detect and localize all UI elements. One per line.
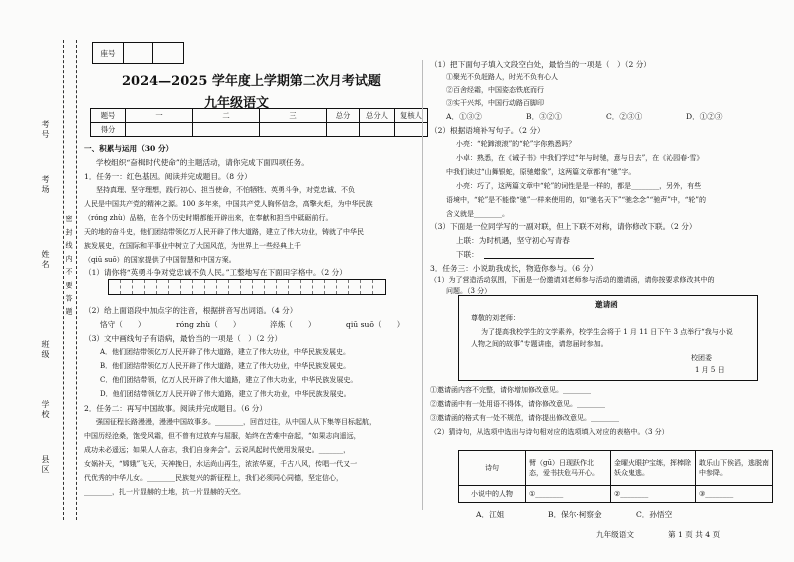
question-1-1: （1）请你将“英勇斗争对党忠诚不负人民。”工整地写在下面田字格中。（2 分）	[84, 268, 347, 277]
fix-item: ①邀请函内容不完整，请你增加修改意见。________	[430, 386, 591, 394]
option-c[interactable]: C．他们团结带领，亿万人民开辟了伟大道路，建立了伟大功业，中华民族发展史。	[100, 376, 358, 384]
seat-cell[interactable]	[153, 43, 184, 64]
dialog-line: 语境中，“轮”是不能像“驰”一样来使用的，如“驰名天下”“驰念念”“驰声”中，“轮”的	[446, 196, 706, 204]
score-cell[interactable]	[193, 123, 260, 137]
grid-cell[interactable]	[133, 280, 145, 294]
option-a[interactable]: A．①③②	[446, 112, 482, 121]
grid-cell[interactable]	[253, 280, 265, 294]
task3-intro: 问题。（3 分）	[446, 287, 492, 295]
passage2-line: 代优秀的中华儿女。________民族复兴的新征程上，我们必须同心同德，坚定信心，	[84, 474, 343, 482]
activity-intro: 学校组织“奋楫时代使命”的主题活动，请你完成下面四项任务。	[96, 158, 309, 167]
grid-cell[interactable]	[241, 280, 253, 294]
grid-cell[interactable]	[109, 280, 121, 294]
dialog-line: 中我们读过“山舞银蛇，原驰蜡象”，这两篇文章都有“驰”字。	[446, 168, 636, 176]
grid-cell[interactable]	[169, 280, 181, 294]
dialog-line: 小亮：“轮蹄滚滚”的“轮”字你熟悉吗？	[456, 140, 576, 148]
poem-cell: 敢乐山下俟滔，逃脱南中参降。	[696, 451, 773, 486]
exam-title: 2024—2025 学年度上学期第二次月考试题	[122, 74, 381, 89]
grid-cell[interactable]	[193, 280, 205, 294]
exam-subtitle: 九年级语文	[204, 96, 270, 111]
option-a[interactable]: A．他们团结带领亿万人民开辟了伟大道路，建立了伟大功业，中华民族发展史。	[100, 348, 351, 356]
side-label-kaochang: 考场	[41, 175, 50, 195]
option-b[interactable]: B．他们团结带领亿万人民开辟了伟大道路，建立了伟大功业，中华民族发展史。	[100, 362, 351, 370]
seal-instruction: 密 封 线 内 不 要 答 题	[65, 215, 73, 317]
poem-cell: 金曜火眼护宝练，挥棒除妖众鬼逃。	[611, 451, 696, 486]
sentence-item: ①聚光不负赶路人，时光不负有心人	[446, 73, 558, 81]
grid-cell[interactable]	[349, 280, 361, 294]
option-a[interactable]: A．江姐	[476, 510, 505, 519]
pinyin-item: 淬炼（ ）	[270, 320, 316, 329]
question-2-2: （2）根据语境补写句子。（2 分）	[430, 126, 545, 135]
score-header: 总分人	[360, 109, 395, 123]
grid-cell[interactable]	[157, 280, 169, 294]
option-d[interactable]: D．①②③	[686, 112, 723, 121]
answer-cell[interactable]: ③________	[696, 486, 773, 503]
grid-cell[interactable]	[301, 280, 313, 294]
grid-cell[interactable]	[229, 280, 241, 294]
score-cell[interactable]	[360, 123, 395, 137]
side-label-county: 县区	[41, 455, 50, 475]
grid-cell[interactable]	[337, 280, 349, 294]
table-row-head: 诗句	[459, 451, 526, 486]
score-header: 复核人	[395, 109, 428, 123]
dialog-line: 含义就是________。	[446, 210, 509, 218]
passage2-line: 中国历经沧桑，饱受风霜，但不曾有过放弃与屈服，始终在苦难中奋起，“如果志向遥远，	[84, 432, 361, 440]
sentence-item: ③实干兴邦，中国行动路百脚印	[446, 99, 544, 107]
score-cell[interactable]	[327, 123, 360, 137]
invitation-sign: 校团委	[691, 354, 712, 362]
invitation-body: 为了提高我校学生的文学素养，校学生会将于 1 月 11 日下午 3 点举行“我与小说	[481, 328, 733, 336]
option-c[interactable]: C．孙悟空	[636, 510, 673, 519]
side-label-kaohao: 考号	[41, 120, 50, 140]
option-b[interactable]: B．保尔·柯察金	[548, 510, 602, 519]
question-2-3: （3）下面是一位同学写的一副对联，但上下联不对称，请你修改下联。（2 分）	[430, 222, 697, 231]
column-divider	[422, 60, 423, 510]
passage2-line: 强国征程长路漫漫，漫漫中国故事多。________，回首过往，从中国人从下集等目标起航，	[96, 418, 376, 426]
score-cell[interactable]	[126, 123, 193, 137]
score-header: 三	[260, 109, 327, 123]
couplet-upper: 上联：为时机遇，坚守初心写青春	[456, 236, 570, 245]
passage1-line: 人民是中国共产党的精神之源。100 多年来，中国共产党人胸怀信念，高擎火炬，为中华民族	[84, 200, 373, 208]
seal-line	[76, 40, 77, 520]
grid-cell[interactable]	[313, 280, 325, 294]
task3-intro: （1）为了营造活动氛围，下面是一份邀请刘老师参与活动的邀请函，请你按要求修改其中的	[430, 276, 715, 284]
couplet-lower-label: 下联：	[456, 250, 479, 259]
fix-item: ②邀请函中有一处用语不得体，请你修改意见。________	[430, 400, 605, 408]
writing-grid[interactable]	[108, 279, 386, 295]
grid-cell[interactable]	[121, 280, 133, 294]
footer-page: 第 1 页 共 4 页	[668, 530, 721, 539]
grid-cell[interactable]	[361, 280, 373, 294]
invitation-date: 1 月 5 日	[695, 366, 725, 374]
fix-item: ③邀请函的格式有一处不规范，请你提出修改意见。________	[430, 414, 619, 422]
passage1-line: 坚持真理、坚守理想，践行初心、担当使命，不怕牺牲、英勇斗争，对党忠诚、不负	[96, 186, 355, 194]
grid-cell[interactable]	[145, 280, 157, 294]
grid-cell[interactable]	[217, 280, 229, 294]
passage1-line: （qiū suō）的国家提供了中国智慧和中国方案。	[84, 256, 236, 264]
side-label-school: 学校	[41, 400, 50, 420]
grid-cell[interactable]	[205, 280, 217, 294]
poem-cell: 臂（gū）日现跃作北态，爱书扶危马开心。	[526, 451, 611, 486]
pinyin-item: 恪守（ ）	[100, 320, 146, 329]
passage2-line: 成功未必遥远；如果人人奋志，我们自身奔会”。云说风起时代使用发展史。_______，	[84, 446, 351, 454]
score-cell[interactable]	[260, 123, 327, 137]
passage2-line: ________，扎一片显赫的土地，抗一片显赫的天空。	[84, 488, 245, 496]
pinyin-item: qiū suō（ ）	[346, 320, 405, 329]
grid-cell[interactable]	[373, 280, 385, 294]
grid-cell[interactable]	[181, 280, 193, 294]
passage1-line: 族发展史，在国际和平事业中树立了大国风范，为世界上一些经典上千	[84, 242, 301, 250]
task3-heading: 3．任务三：小说助我成长，物造你参与。（6 分）	[430, 264, 598, 273]
passage1-line: （róng zhù）品格，在各个历史时期都能开辟出来，在奉献和担当中砥砺前行。	[84, 214, 333, 222]
score-table	[90, 108, 428, 137]
seat-label: 座号	[93, 43, 124, 64]
grid-cell[interactable]	[265, 280, 277, 294]
grid-cell[interactable]	[289, 280, 301, 294]
score-row-label: 得分	[91, 123, 126, 137]
sentence-item: ②百舍经霜，中国姿态铁底而行	[446, 86, 544, 94]
couplet-answer-line[interactable]	[484, 258, 594, 259]
question-1-2: （2）给上面语段中加点字的注音，根据拼音写出词语。（4 分）	[84, 306, 298, 315]
table-row-head: 小说中的人物	[459, 486, 526, 503]
side-label-class: 班级	[41, 340, 50, 360]
task1-heading: 1．任务一：红色基因。阅读并完成题目。（8 分）	[84, 172, 252, 181]
invitation-greeting: 尊敬的刘老师：	[471, 314, 520, 322]
question-1-3: （3）文中画线句子有语病，最恰当的一项是（ ）（2 分）	[84, 334, 283, 343]
option-d[interactable]: D．他们团结带领亿万人民开辟了伟大道路，建立了伟大功业，中华民族发展史。	[100, 390, 351, 398]
question-2-1: （1）把下面句子填入文段空白处，最恰当的一项是（ ）（2 分）	[430, 60, 651, 69]
answer-cell[interactable]: ②________	[611, 486, 696, 503]
question-3-2: （2）猜诗句，从选项中选出与诗句相对应的选项填入对应的表格中。（3 分）	[430, 428, 669, 436]
passage2-line: 女娲补天，“嫦娥”飞天，天神挽日，水运尚山再生，浓浓华夏，千古八风，传唱一代又一	[84, 460, 358, 468]
dialog-line: 小亮：巧了，这两篇文章中“轮”的词性是是一样的，都是________，另外，有些	[456, 182, 702, 190]
option-c[interactable]: C．②③①	[606, 112, 643, 121]
side-label-name: 姓名	[41, 250, 50, 270]
seat-number-box	[92, 42, 184, 64]
invitation-heading: 邀请函	[595, 300, 618, 309]
score-header: 一	[126, 109, 193, 123]
passage1-line: 天的地的奋斗史，他们团结带领亿万人民开辟了伟大道路，建立了伟大功业，铸就了中华民	[84, 228, 364, 236]
invitation-letter	[458, 295, 758, 381]
footer-subject: 九年级语文	[596, 530, 634, 539]
dialog-line: 小卓：熟悉，在《诫子书》中我们学过“年与时驰，意与日去”，在《沁园春·雪》	[456, 154, 704, 162]
seat-cell[interactable]	[124, 43, 153, 64]
score-header: 总分	[327, 109, 360, 123]
poem-character-table	[458, 450, 773, 503]
answer-cell[interactable]: ①________	[526, 486, 611, 503]
score-header: 二	[193, 109, 260, 123]
grid-cell[interactable]	[325, 280, 337, 294]
invitation-body: 人物之间的故事”专题讲座，请您届时参加。	[471, 340, 608, 348]
task2-heading: 2．任务二：再写中国故事。阅读并完成题目。（6 分）	[84, 404, 267, 413]
option-b[interactable]: B．③②①	[526, 112, 562, 121]
grid-cell[interactable]	[277, 280, 289, 294]
section-heading: 一、积累与运用（30 分）	[84, 144, 174, 153]
score-header: 题号	[91, 109, 126, 123]
pinyin-item: róng zhù（ ）	[176, 320, 241, 329]
